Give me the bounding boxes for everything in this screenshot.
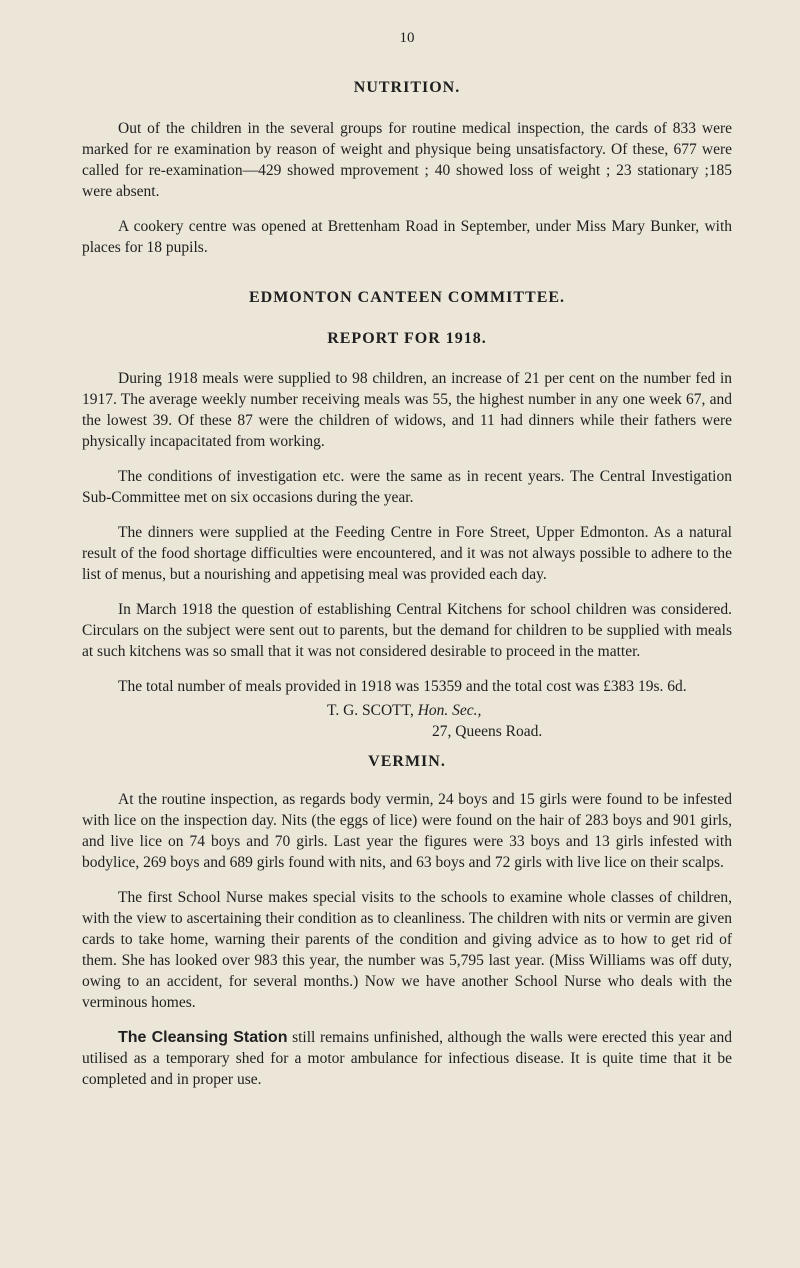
signature-line-1 [82,700,732,721]
canteen-paragraph-1: During 1918 meals were supplied to 98 children, an increase of 21 per cent on the number fed in 1917. The average weekly number receiving meals was 55, the highest number in any one week 67, and the lowest 39. Of these 87 were the children of widows, and 11 had dinners while their fathers were physically incapacitated from working. [82,370,732,450]
canteen-paragraph-2: The conditions of investigation etc. were the same as in recent years. The Central Investigation Sub-Committee met on six occasions during the year. [82,468,732,506]
canteen-paragraph-4: In March 1918 the question of establishing Central Kitchens for school children was considered. Circulars on the subject were sent out to parents, but the demand for children to be supplied with meals at such kitchens was so small that it was not considered desirable to proceed in the matter. [82,601,732,660]
nutrition-heading: NUTRITION. [353,79,461,96]
vermin-heading: VERMIN. [368,753,446,770]
cleansing-station-lead: The Cleansing Station [118,1029,288,1046]
vermin-paragraph-1: At the routine inspection, as regards body vermin, 24 boys and 15 girls were found to be infested with lice on the inspection day. Nits (the eggs of lice) were found on the hair of 283 boys and 901 girls, and live lice on 74 boys and 70 girls. Last year the figures were 33 boys and 13 girls infested with bodylice, 269 boys and 689 girls found with nits, and 63 boys and 72 girls with live lice on their scalps. [82,791,732,871]
cleansing-station-text: still remains unfinished, although the walls were erected this year and utilised as a temporary shed for a motor ambulance for infectious disease. It is quite time that it be completed and in proper use. [82,1029,733,1088]
signatory-role: Hon. Sec., [417,702,482,719]
vermin-paragraph-3 [82,1027,732,1090]
canteen-committee-heading: EDMONTON CANTEEN COMMITTEE. [248,289,566,306]
page-number: 10 [399,30,415,46]
signatory-name: T. G. SCOTT, [327,702,414,719]
nutrition-paragraph-2: A cookery centre was opened at Brettenham Road in September, under Miss Mary Bunker, with places for 18 pupils. [82,218,732,256]
canteen-paragraph-3: The dinners were supplied at the Feeding Centre in Fore Street, Upper Edmonton. As a natural result of the food shortage difficulties were encountered, and it was not always possible to adhere to the list of menus, but a nourishing and appetising meal was provided each day. [82,524,732,583]
report-heading: REPORT FOR 1918. [327,330,487,347]
signatory-address: 27, Queens Road. [432,723,543,740]
signature-block [82,700,732,742]
nutrition-paragraph-1: Out of the children in the several groups for routine medical inspection, the cards of 833 were marked for re examination by reason of weight and physique being unsatisfactory. Of these, 677 were called for re-examination—429 showed mprovement ; 40 showed loss of weight ; 23 stationary ;185 were absent. [82,120,732,200]
canteen-paragraph-5: The total number of meals provided in 1918 was 15359 and the total cost was £383 19s. 6d. [118,678,687,695]
vermin-paragraph-2: The first School Nurse makes special visits to the schools to examine whole classes of children, with the view to ascertaining their condition as to cleanliness. The children with nits or vermin are given cards to take home, warning their parents of the condition and giving advice as to how to get rid of them. She has looked over 983 this year, the number was 5,795 last year. (Miss Williams was off duty, owing to an accident, for several months.) Now we have another School Nurse who deals with the verminous homes. [82,889,732,1011]
